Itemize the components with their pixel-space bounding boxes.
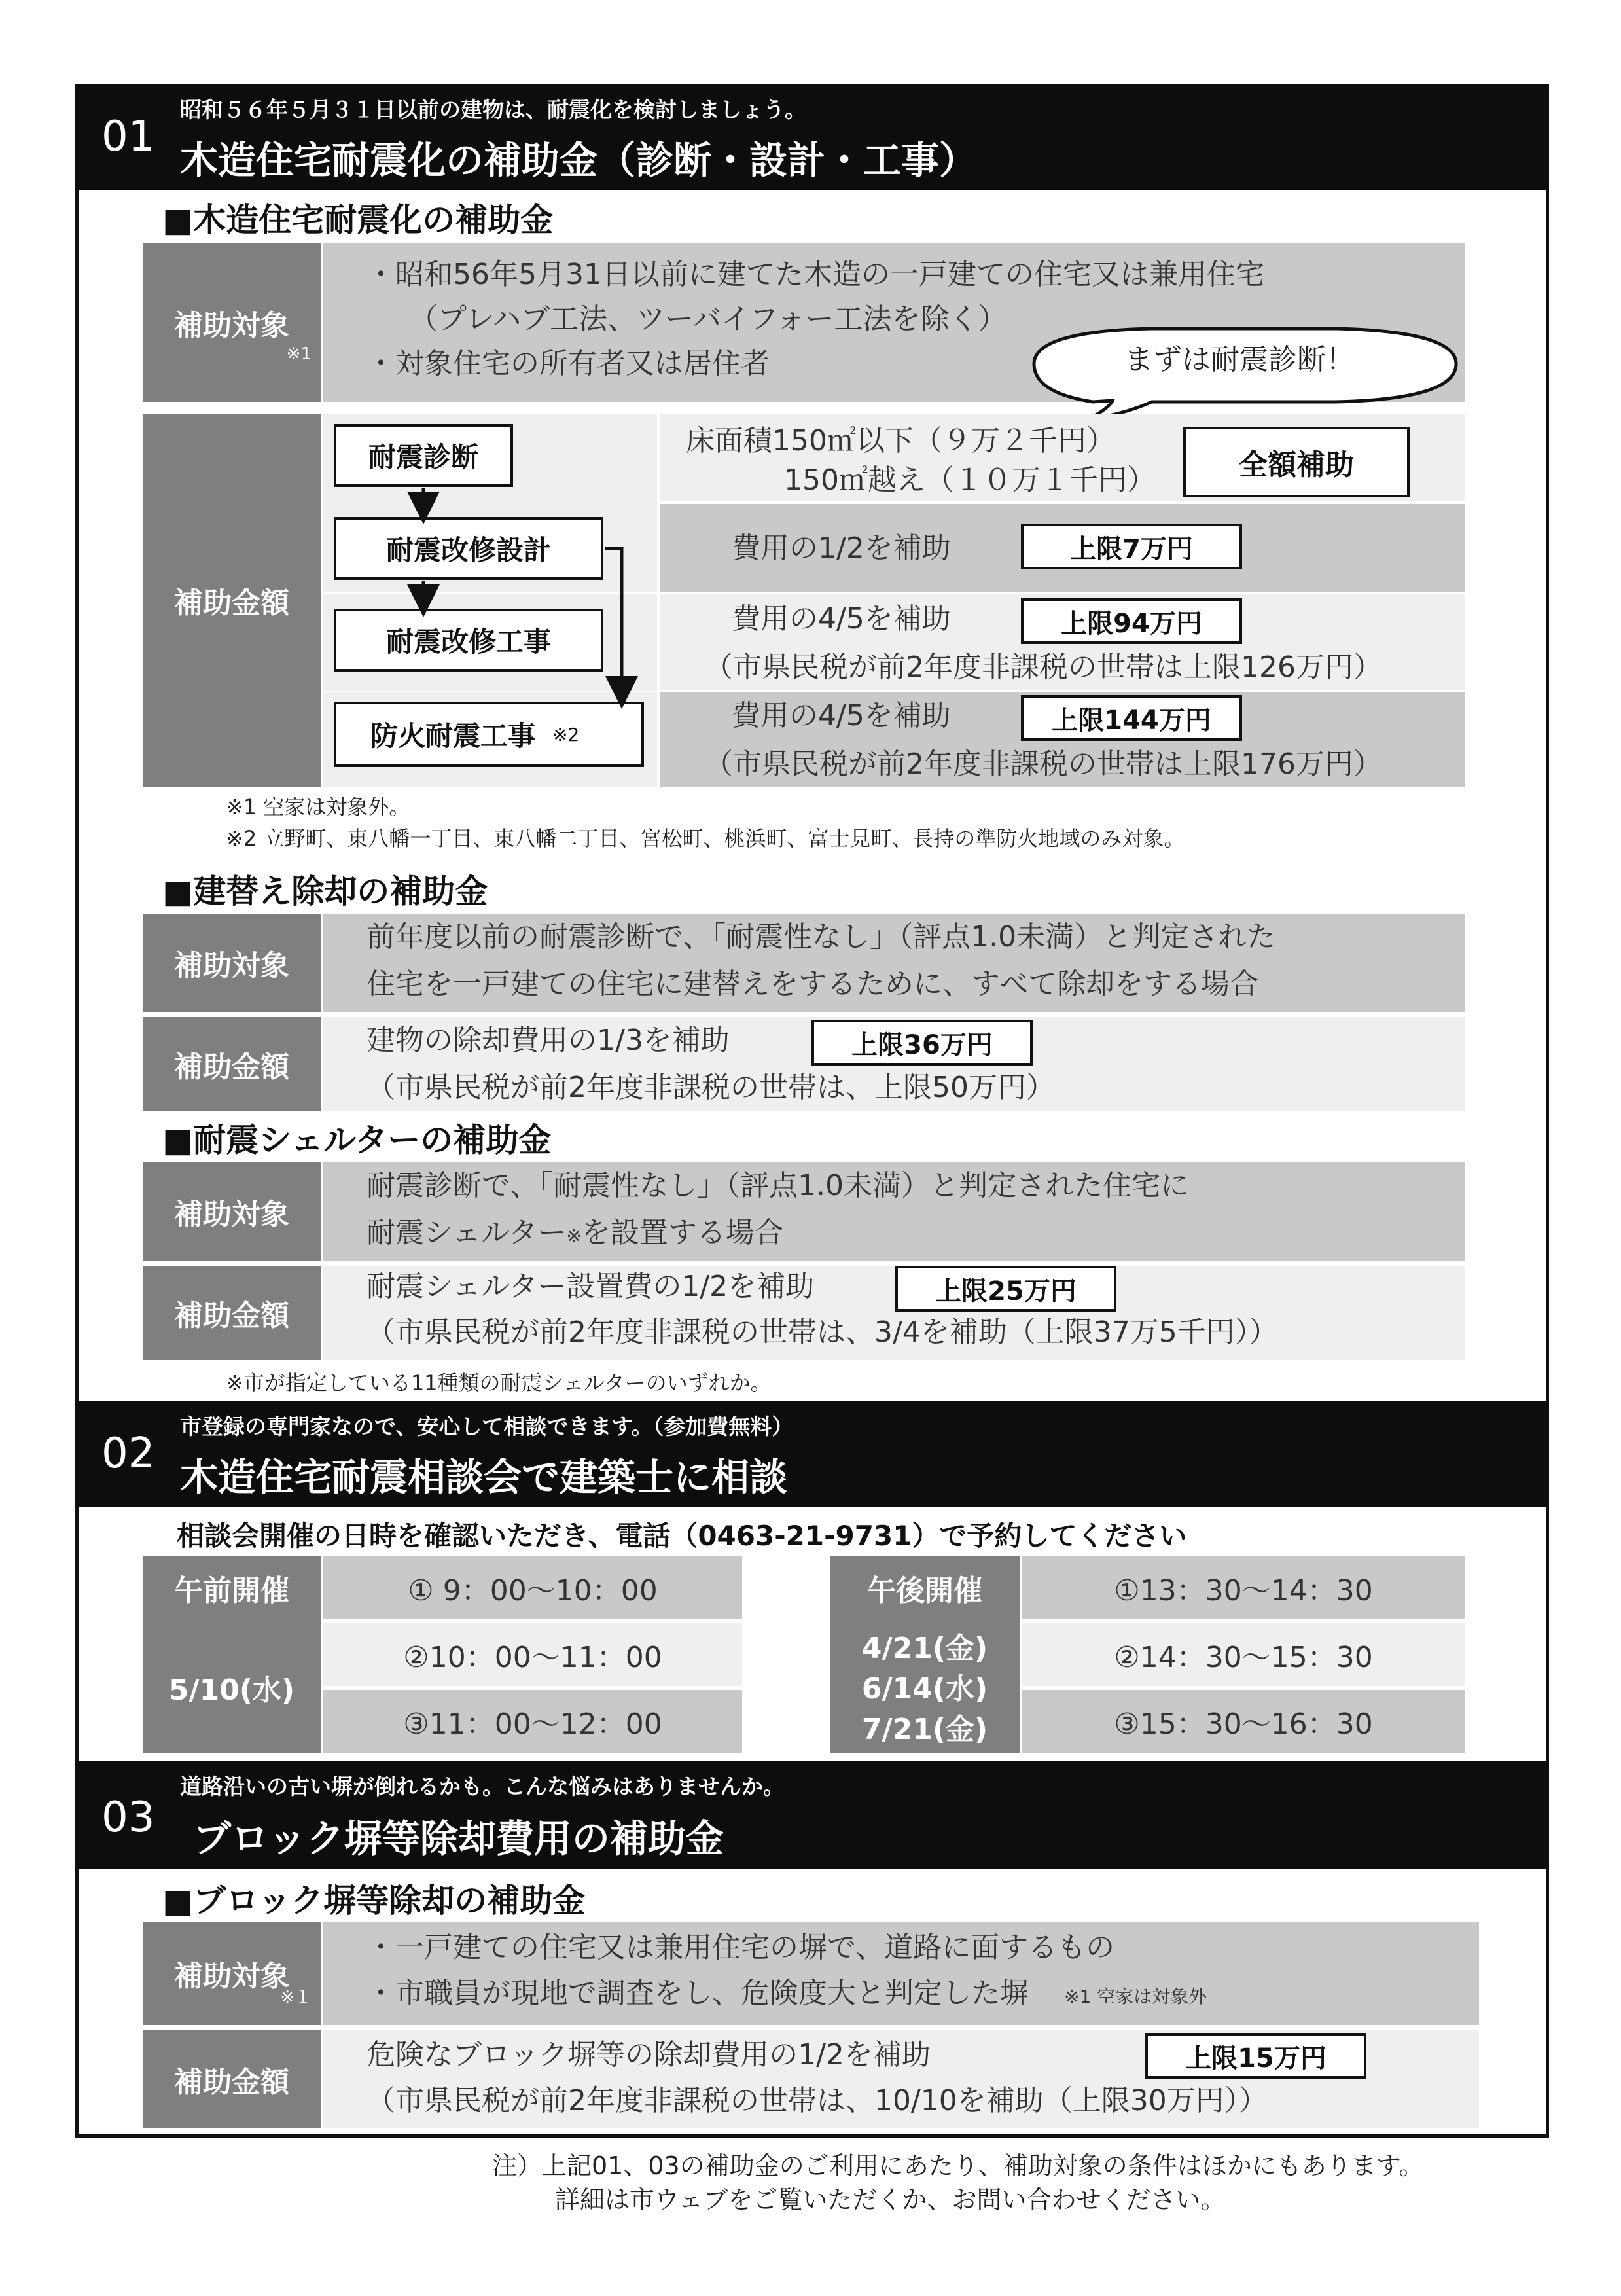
flow-work: 耐震改修工事: [334, 609, 603, 672]
diag-box: 全額補助: [1183, 427, 1410, 497]
target-line: ・対象住宅の所有者又は居住者: [366, 347, 770, 380]
target-line: 前年度以前の耐震診断で、「耐震性なし」（評点1.0未満）と判定された: [366, 920, 1276, 954]
flow-fire-text: 防火耐震工事: [370, 720, 536, 752]
amount-text: 危険なブロック塀等の除却費用の1/2を補助: [366, 2038, 931, 2072]
target-line-note: ※1 空家は対象外: [1064, 1986, 1207, 2007]
work-box: 上限94万円: [1021, 598, 1242, 644]
target-label-text: 補助対象: [174, 309, 289, 342]
design-text: 費用の1/2を補助: [732, 531, 951, 565]
am-label: 午前開催: [174, 1574, 289, 1607]
target-note: ※1: [286, 344, 312, 364]
target-label: 補助対象: [143, 914, 321, 1012]
time-slot: ①13：30〜14：30: [1022, 1556, 1465, 1619]
subsection-heading: ■耐震シェルターの補助金: [162, 1121, 552, 1159]
target-label: [143, 1922, 321, 2025]
pm-dates: [830, 1628, 1020, 1750]
bubble-text: まずは耐震診断！: [1124, 343, 1355, 376]
section-subtitle: 市登録の専門家なので、安心して相談できます。（参加費無料）: [180, 1414, 794, 1439]
flow-diagnosis: 耐震診断: [334, 424, 513, 487]
time-slot: ① 9：00〜10：00: [323, 1556, 742, 1619]
target-line: 耐震診断で、「耐震性なし」（評点1.0未満）と判定された住宅に: [366, 1169, 1190, 1202]
diag-line: 150㎡越え（１０万１千円）: [784, 463, 1156, 497]
design-box: 上限7万円: [1021, 524, 1242, 569]
section-number: 02: [101, 1429, 155, 1478]
pm-date: 4/21(金): [861, 1632, 988, 1665]
diag-line: 床面積150㎡以下（９万２千円）: [686, 424, 1115, 457]
note: ※2 立野町、東八幡一丁目、東八幡二丁目、宮松町、桃浜町、富士見町、長持の準防火地域のみ対象。: [226, 826, 1185, 851]
target-line: ・昭和56年5月31日以前に建てた木造の一戸建ての住宅又は兼用住宅: [366, 258, 1264, 291]
amount-label: 補助金額: [143, 2030, 321, 2128]
work-text: 費用の4/5を補助: [732, 602, 951, 636]
instruction: 相談会開催の日時を確認いただき、電話（0463-21-9731）で予約してください: [177, 1520, 1187, 1552]
section-subtitle: 道路沿いの古い塀が倒れるかも。こんな悩みはありませんか。: [180, 1774, 785, 1799]
amount-box: 上限36万円: [811, 1020, 1033, 1066]
section-title: 木造住宅耐震化の補助金（診断・設計・工事）: [180, 138, 978, 183]
subsection-heading: ■ブロック塀等除却の補助金: [162, 1882, 586, 1920]
section-number: 01: [101, 113, 155, 161]
target-line: （プレハブ工法、ツーバイフォー工法を除く）: [409, 302, 1007, 336]
target-note: ※１: [280, 1988, 312, 2007]
section-title: 木造住宅耐震相談会で建築士に相談: [180, 1455, 788, 1499]
time-slot: ②10：00〜11：00: [323, 1623, 742, 1686]
pm-date: 7/21(金): [861, 1713, 988, 1746]
fire-box: 上限144万円: [1021, 695, 1242, 741]
section-02-header: [75, 1401, 1549, 1507]
section-03-header: [75, 1761, 1549, 1869]
target-line: 住宅を一戸建ての住宅に建替えをするために、すべて除却をする場合: [366, 967, 1259, 1001]
pm-date: 6/14(水): [861, 1672, 988, 1706]
amount-text: 耐震シェルター設置費の1/2を補助: [366, 1270, 815, 1303]
section-title: ブロック塀等除却費用の補助金: [193, 1816, 724, 1861]
pm-label: 午後開催: [867, 1574, 982, 1607]
subsection-heading: ■建替え除却の補助金: [162, 872, 488, 910]
amount-label: 補助金額: [143, 1017, 321, 1111]
target-label-text: 補助対象: [174, 1960, 289, 1993]
time-slot: ③11：00〜12：00: [323, 1690, 742, 1753]
target-line-mark: ※: [566, 1225, 582, 1247]
work-sub: （市県民税が前2年度非課税の世帯は上限126万円）: [704, 651, 1382, 684]
fire-text: 費用の4/5を補助: [732, 699, 951, 732]
section-number: 03: [101, 1793, 155, 1842]
amount-text: 建物の除却費用の1/3を補助: [366, 1024, 730, 1057]
target-line-text: ・市職員が現地で調査をし、危険度大と判定した塀: [366, 1977, 1029, 2010]
amount-sub: （市県民税が前2年度非課税の世帯は、3/4を補助（上限37万5千円））: [366, 1316, 1278, 1349]
target-label: 補助対象: [143, 1162, 321, 1261]
target-line-part: 耐震シェルター: [366, 1216, 567, 1249]
amount-box: 上限15万円: [1145, 2033, 1366, 2079]
amount-sub: （市県民税が前2年度非課税の世帯は、上限50万円）: [366, 1071, 1055, 1104]
target-line: ・一戸建ての住宅又は兼用住宅の塀で、道路に面するもの: [366, 1931, 1115, 1964]
amount-sub: （市県民税が前2年度非課税の世帯は、10/10を補助（上限30万円））: [366, 2084, 1268, 2117]
amount-label: 補助金額: [143, 1266, 321, 1360]
footer-note: 注）上記01、03の補助金のご利用にあたり、補助対象の条件はほかにもあります。: [492, 2151, 1424, 2180]
target-line: [366, 1216, 783, 1249]
note: ※市が指定している11種類の耐震シェルターのいずれか。: [226, 1371, 772, 1395]
am-date: 5/10(水): [168, 1674, 295, 1707]
amount-box: 上限25万円: [895, 1266, 1116, 1312]
target-line-part: を設置する場合: [581, 1216, 783, 1249]
note: ※1 空家は対象外。: [226, 795, 410, 819]
flow-design: 耐震改修設計: [334, 517, 603, 580]
flow-fire-note: ※2: [552, 723, 580, 745]
target-line: [366, 1979, 1207, 2008]
time-slot: ③15：30〜16：30: [1022, 1690, 1465, 1753]
subsection-heading: ■木造住宅耐震化の補助金: [162, 201, 554, 239]
footer-note: 詳細は市ウェブをご覧いただくか、お問い合わせください。: [555, 2185, 1226, 2214]
amount-label: 補助金額: [143, 414, 321, 787]
time-slot: ②14：30〜15：30: [1022, 1623, 1465, 1686]
section-subtitle: 昭和５６年５月３１日以前の建物は、耐震化を検討しましょう。: [180, 97, 806, 122]
fire-sub: （市県民税が前2年度非課税の世帯は上限176万円）: [704, 747, 1382, 781]
